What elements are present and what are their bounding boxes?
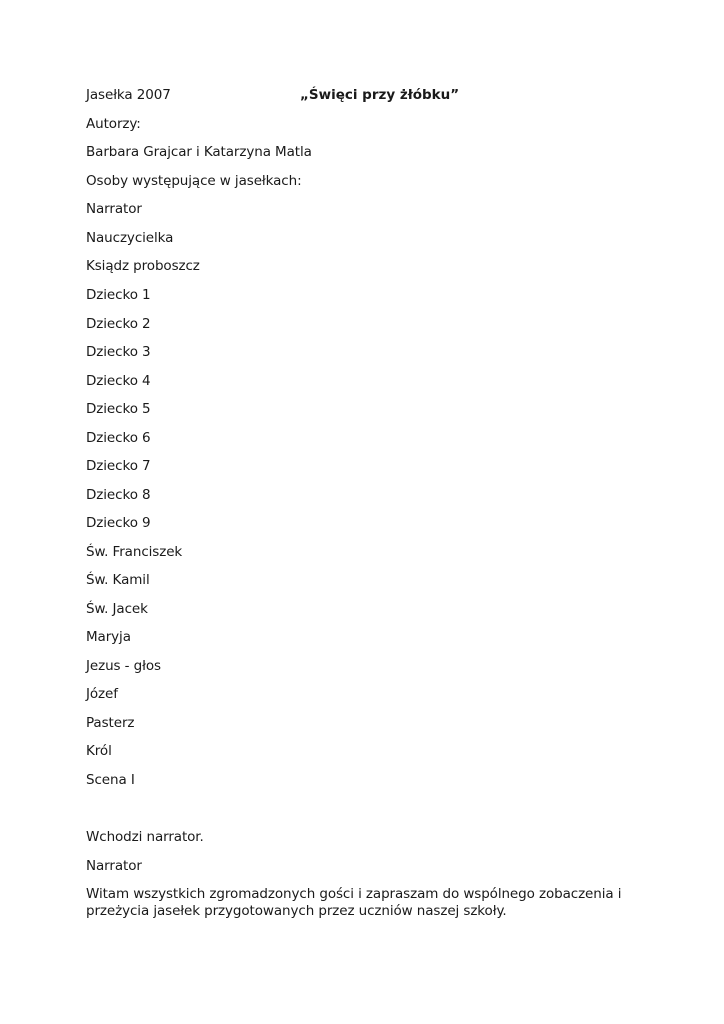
cast-item: Nauczycielka	[86, 230, 174, 246]
speech-text: Witam wszystkich zgromadzonych gości i zapraszam do wspólnego zobaczenia i przeżycia jasełek przygotowanych przez uczniów naszej szkoły.	[86, 886, 622, 919]
cast-item: Dziecko 1	[86, 287, 151, 303]
cast-item: Jezus - głos	[86, 658, 161, 674]
cast-item: Dziecko 8	[86, 487, 151, 503]
cast-item: Dziecko 2	[86, 316, 151, 332]
cast-item: Maryja	[86, 629, 131, 645]
cast-item: Ksiądz proboszcz	[86, 258, 200, 274]
cast-item: Św. Kamil	[86, 572, 150, 588]
authors-names: Barbara Grajcar i Katarzyna Matla	[86, 144, 312, 160]
cast-item: Pasterz	[86, 715, 135, 731]
cast-item: Dziecko 3	[86, 344, 151, 360]
document-title: „Święci przy żłóbku”	[300, 87, 460, 103]
cast-item: Narrator	[86, 201, 142, 217]
cast-item: Dziecko 7	[86, 458, 151, 474]
cast-item: Św. Franciszek	[86, 544, 183, 560]
cast-item: Józef	[86, 686, 118, 702]
cast-item: Król	[86, 743, 112, 759]
scene-heading: Scena I	[86, 772, 135, 788]
cast-item: Dziecko 5	[86, 401, 151, 417]
authors-label: Autorzy:	[86, 116, 141, 132]
cast-item: Św. Jacek	[86, 601, 148, 617]
stage-direction: Wchodzi narrator.	[86, 829, 204, 845]
header-year: Jasełka 2007	[86, 87, 171, 103]
cast-item: Dziecko 9	[86, 515, 151, 531]
cast-item: Dziecko 6	[86, 430, 151, 446]
cast-item: Dziecko 4	[86, 373, 151, 389]
cast-label: Osoby występujące w jasełkach:	[86, 173, 302, 189]
speaker-name: Narrator	[86, 858, 142, 874]
